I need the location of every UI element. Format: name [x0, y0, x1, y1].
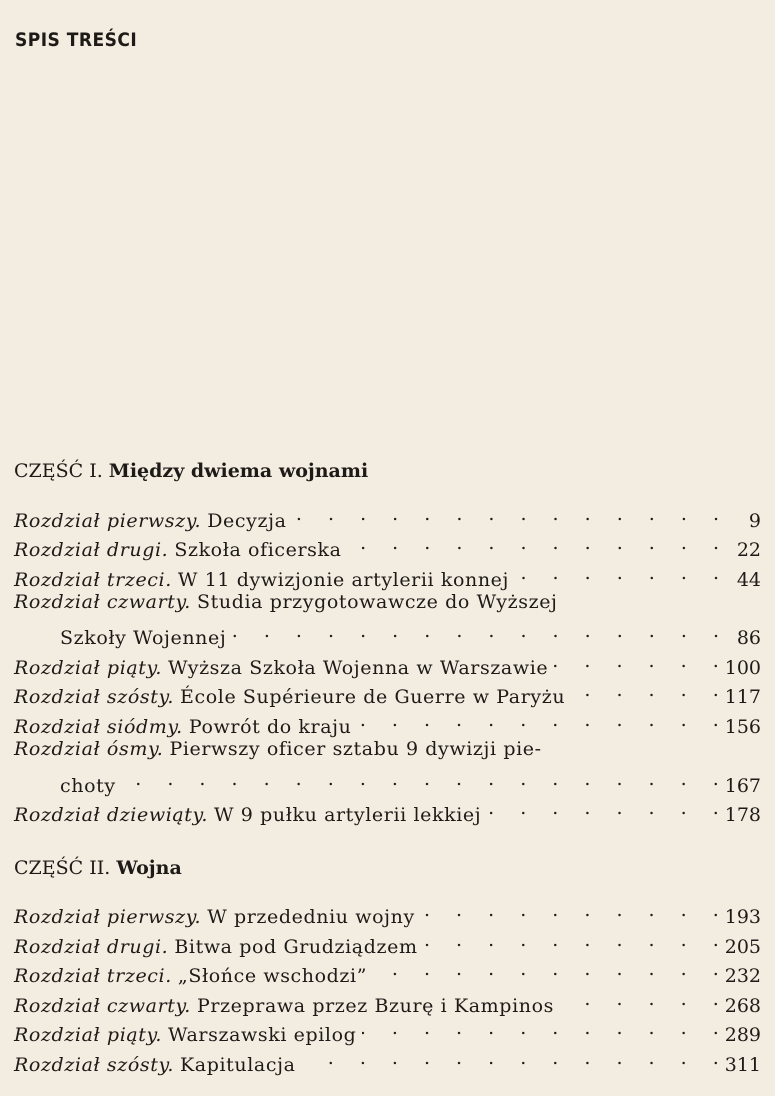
part-2-title: Wojna — [116, 857, 182, 879]
page-number: 289 — [724, 1024, 761, 1046]
chapter-label: Rozdział szósty. — [14, 1054, 174, 1076]
page-number: 156 — [724, 716, 761, 738]
chapter-label: Rozdział piąty. — [14, 657, 162, 679]
page-number: 117 — [724, 686, 761, 708]
leader-dots — [421, 897, 719, 923]
chapter-title: Decyzja — [207, 510, 287, 532]
toc-entry-continuation[interactable] — [60, 618, 761, 649]
page-number: 232 — [724, 965, 761, 987]
chapter-title: Warszawski epilog — [168, 1024, 357, 1046]
chapter-title: Studia przygotowawcze do Wyższej — [197, 591, 558, 613]
leader-dots — [571, 677, 719, 703]
toc-entry[interactable] — [14, 1015, 761, 1046]
toc-entry[interactable] — [14, 501, 761, 532]
toc-entry[interactable] — [14, 736, 761, 762]
toc-entry[interactable] — [14, 897, 761, 928]
chapter-title: Powrót do kraju — [188, 716, 352, 738]
chapter-label: Rozdział siódmy. — [14, 716, 183, 738]
leader-dots — [302, 1045, 719, 1071]
toc-entry[interactable] — [14, 1045, 761, 1076]
toc-entry[interactable] — [14, 677, 761, 708]
chapter-title: Przeprawa przez Bzurę i Kampinos — [197, 995, 554, 1017]
chapter-label: Rozdział czwarty. — [14, 591, 191, 613]
page-number: 44 — [736, 569, 761, 591]
page-number: 193 — [724, 906, 761, 928]
page-number: 100 — [724, 657, 761, 679]
toc-entry[interactable] — [14, 795, 761, 826]
toc-entry[interactable] — [14, 530, 761, 561]
toc-entry[interactable] — [14, 927, 761, 958]
page-number: 167 — [724, 775, 761, 797]
page-number: 178 — [724, 804, 761, 826]
page-number: 86 — [736, 627, 761, 649]
leader-dots — [362, 1015, 718, 1041]
chapter-label: Rozdział pierwszy. — [14, 906, 202, 928]
chapter-title: „Słońce wschodzi” — [177, 965, 368, 987]
part-1-header — [14, 460, 368, 482]
leader-dots — [293, 501, 719, 527]
leader-dots — [515, 560, 719, 586]
chapter-label: Rozdział pierwszy. — [14, 510, 202, 532]
page-heading: SPIS TREŚCI — [15, 29, 138, 51]
leader-dots — [373, 956, 719, 982]
chapter-title: W 9 pułku artylerii lekkiej — [214, 804, 482, 826]
chapter-title: W przededniu wojny — [207, 906, 415, 928]
leader-dots — [122, 766, 719, 792]
chapter-label: Rozdział piąty. — [14, 1024, 162, 1046]
leader-dots — [424, 927, 719, 953]
chapter-label: Rozdział drugi. — [14, 936, 169, 958]
chapter-title: École Supérieure de Guerre w Paryżu — [180, 686, 566, 708]
chapter-label: Rozdział trzeci. — [14, 569, 172, 591]
chapter-label: Rozdział ósmy. — [14, 738, 164, 760]
chapter-title-cont: choty — [60, 775, 116, 797]
chapter-title-cont: Szkoły Wojennej — [60, 627, 227, 649]
part-2-label: CZĘŚĆ II. — [14, 857, 111, 879]
chapter-label: Rozdział drugi. — [14, 539, 169, 561]
leader-dots — [554, 648, 718, 674]
leader-dots — [560, 986, 719, 1012]
page-number: 205 — [724, 936, 761, 958]
page-number: 22 — [736, 539, 761, 561]
chapter-title: Kapitulacja — [180, 1054, 296, 1076]
leader-dots — [357, 707, 718, 733]
chapter-title: Szkoła oficerska — [174, 539, 342, 561]
part-2-header — [14, 857, 182, 879]
toc-entry[interactable] — [14, 986, 761, 1017]
toc-entry-continuation[interactable] — [60, 766, 761, 797]
chapter-label: Rozdział trzeci. — [14, 965, 172, 987]
toc-entry[interactable] — [14, 707, 761, 738]
chapter-label: Rozdział dziewiąty. — [14, 804, 208, 826]
leader-dots — [348, 530, 719, 556]
toc-entry[interactable] — [14, 589, 761, 615]
part-1-label: CZĘŚĆ I. — [14, 460, 103, 482]
chapter-title: Wyższa Szkoła Wojenna w Warszawie — [168, 657, 549, 679]
chapter-title: Pierwszy oficer sztabu 9 dywizji pie- — [169, 738, 542, 760]
chapter-title: Bitwa pod Grudziądzem — [174, 936, 418, 958]
chapter-title: W 11 dywizjonie artylerii konnej — [177, 569, 510, 591]
part-1-title: Między dwiema wojnami — [108, 460, 369, 482]
toc-entry[interactable] — [14, 956, 761, 987]
chapter-label: Rozdział czwarty. — [14, 995, 191, 1017]
leader-dots — [232, 618, 719, 644]
page-number: 311 — [724, 1054, 761, 1076]
page-number: 268 — [724, 995, 761, 1017]
page-number: 9 — [748, 510, 761, 532]
toc-entry[interactable] — [14, 648, 761, 679]
leader-dots — [487, 795, 719, 821]
toc-entry[interactable] — [14, 560, 761, 591]
chapter-label: Rozdział szósty. — [14, 686, 174, 708]
